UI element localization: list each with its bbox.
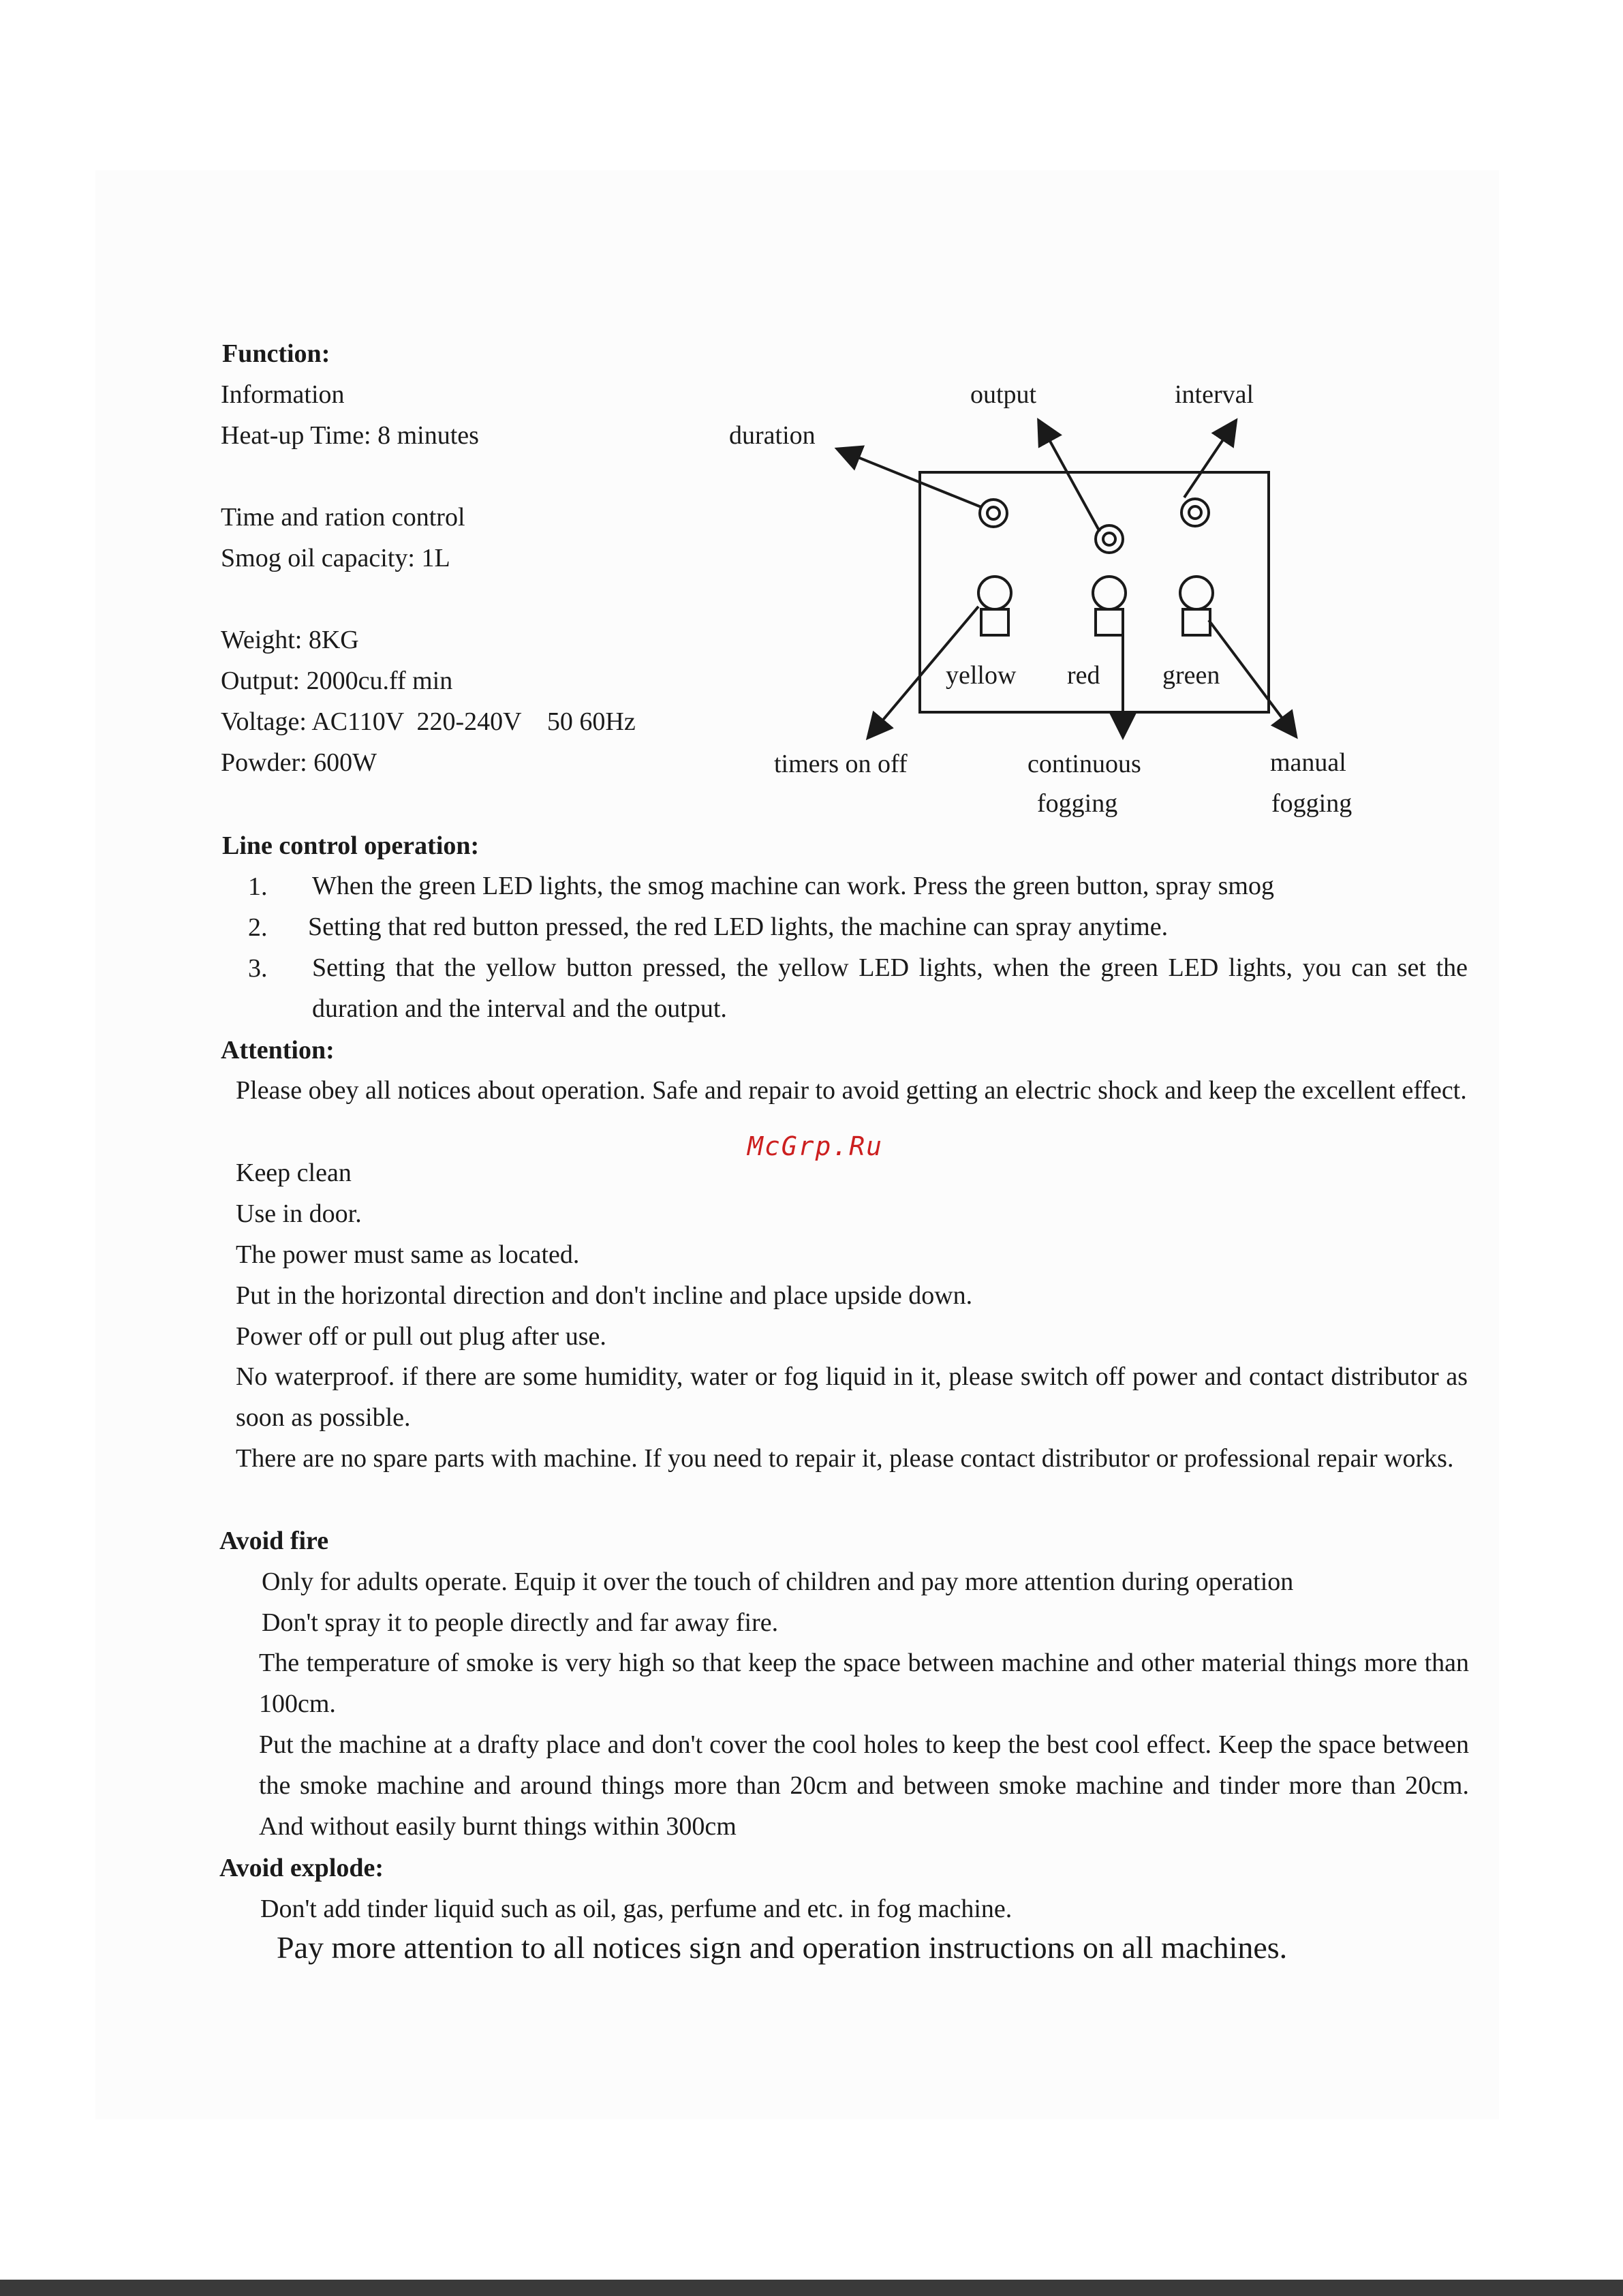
attention-item: Keep clean: [236, 1159, 352, 1187]
avoid-fire-item: Put the machine at a drafty place and don't cover the cool holes to keep the best cool effect. Keep the space between the smoke machine and around things more than 20cm and between smoke machine and tinder more than 20cm. And without easily burnt things within 300cm: [259, 1730, 1469, 1841]
avoid-fire-item: Don't spray it to people directly and far away fire.: [262, 1608, 779, 1637]
label-interval: interval: [1175, 380, 1254, 409]
attention-item: Please obey all notices about operation. Safe and repair to avoid getting an electric shock and keep the excellent effect.: [236, 1076, 1467, 1105]
attention-item: Power off or pull out plug after use.: [236, 1322, 606, 1351]
list-number: 3.: [248, 954, 268, 983]
label-duration: duration: [729, 421, 816, 450]
spec-power: Powder: 600W: [221, 748, 377, 777]
attention-item: There are no spare parts with machine. If you need to repair it, please contact distributor or professional repair works.: [236, 1444, 1454, 1473]
spec-voltage: Voltage: AC110V 220-240V 50 60Hz: [221, 707, 636, 736]
label-red: red: [1067, 661, 1100, 690]
line-control-heading: Line control operation:: [222, 831, 480, 860]
duration-knob-icon: [980, 500, 1007, 527]
yellow-led-button-icon: [978, 577, 1011, 635]
avoid-fire-item: Only for adults operate. Equip it over the touch of children and pay more attention during operation: [262, 1567, 1294, 1596]
spec-time-control: Time and ration control: [221, 503, 465, 532]
line-control-item: Setting that red button pressed, the red LED lights, the machine can spray anytime.: [308, 913, 1169, 941]
attention-item: The power must same as located.: [236, 1240, 580, 1269]
spec-weight: Weight: 8KG: [221, 626, 359, 654]
spec-oil-capacity: Smog oil capacity: 1L: [221, 544, 450, 572]
label-output: output: [970, 380, 1037, 409]
spec-output: Output: 2000cu.ff min: [221, 667, 453, 695]
red-led-button-icon: [1093, 577, 1126, 635]
attention-item: No waterproof. if there are some humidity, water or fog liquid in it, please switch off power and contact distributor as soon as possible.: [236, 1362, 1468, 1432]
label-yellow: yellow: [946, 661, 1017, 690]
bottom-edge-bar: [0, 2280, 1623, 2296]
spec-heatup: Heat-up Time: 8 minutes: [221, 421, 479, 450]
attention-item: Put in the horizontal direction and don't incline and place upside down.: [236, 1281, 973, 1310]
avoid-fire-heading: Avoid fire: [219, 1527, 329, 1555]
output-arrow: [1040, 423, 1100, 532]
attention-heading: Attention:: [221, 1036, 335, 1065]
label-continuous-1: continuous: [1027, 750, 1141, 778]
label-manual-1: manual: [1270, 748, 1346, 777]
list-number: 2.: [248, 913, 268, 942]
green-led-button-icon: [1180, 577, 1213, 635]
avoid-explode-item: Don't add tinder liquid such as oil, gas, perfume and etc. in fog machine.: [260, 1895, 1013, 1923]
spec-information: Information: [221, 380, 345, 409]
line-control-item: When the green LED lights, the smog machine can work. Press the green button, spray smog: [312, 872, 1274, 900]
function-heading: Function:: [222, 339, 330, 368]
manual-arrow: [1209, 620, 1295, 735]
interval-knob-icon: [1181, 499, 1209, 526]
label-manual-2: fogging: [1271, 789, 1352, 818]
line-control-item: Setting that the yellow button pressed, the yellow LED lights, when the green LED lights, you can set the duration and the interval and the output.: [312, 953, 1468, 1023]
list-number: 1.: [248, 872, 268, 901]
closing-notice: Pay more attention to all notices sign and operation instructions on all machines.: [277, 1930, 1288, 1965]
avoid-fire-item: The temperature of smoke is very high so that keep the space between machine and other material things more than 100cm.: [259, 1649, 1469, 1718]
interval-arrow: [1184, 423, 1235, 498]
attention-item: Use in door.: [236, 1199, 362, 1228]
duration-arrow: [839, 450, 981, 507]
label-timers: timers on off: [774, 750, 908, 778]
avoid-explode-heading: Avoid explode:: [219, 1854, 384, 1882]
label-green: green: [1162, 661, 1220, 690]
label-continuous-2: fogging: [1037, 789, 1118, 818]
watermark-text: McGrp.Ru: [747, 1131, 884, 1161]
